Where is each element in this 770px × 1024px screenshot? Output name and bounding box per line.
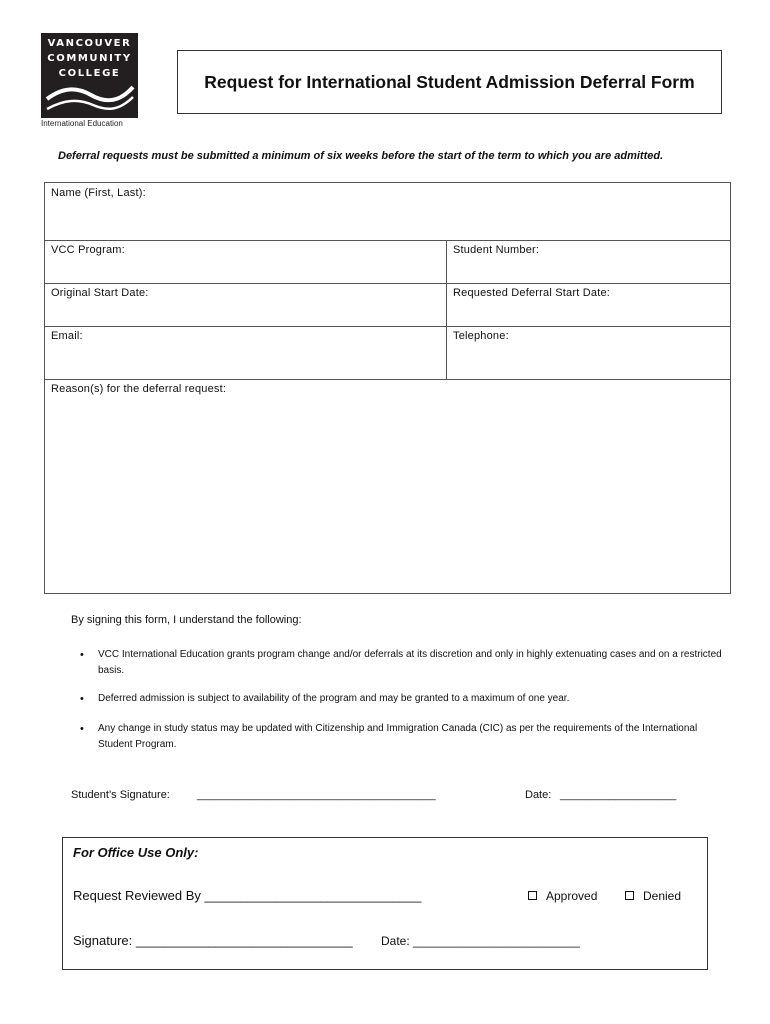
signature-date-label: Date: — [525, 789, 552, 801]
college-logo — [41, 33, 138, 118]
office-signature-field[interactable]: Signature: ______________________________ — [73, 933, 353, 948]
row-divider — [45, 283, 730, 284]
program-field[interactable]: VCC Program: — [51, 244, 125, 256]
logo-line-vancouver: VANCOUVER — [47, 38, 132, 49]
office-use-box — [62, 837, 708, 970]
name-field[interactable]: Name (First, Last): — [51, 187, 146, 199]
terms-bullet — [80, 691, 723, 707]
telephone-field[interactable]: Telephone: — [453, 330, 509, 342]
original-start-date-field[interactable]: Original Start Date: — [51, 287, 149, 299]
column-divider — [446, 240, 447, 379]
bullet-icon: • — [80, 649, 84, 661]
bullet-icon: • — [80, 723, 84, 735]
denied-label: Denied — [643, 889, 682, 903]
reviewed-by-field[interactable]: Request Reviewed By ______________________________ — [73, 888, 422, 903]
student-number-field[interactable]: Student Number: — [453, 244, 540, 256]
denied-checkbox[interactable] — [625, 891, 634, 900]
approved-checkbox[interactable] — [528, 891, 537, 900]
student-signature-line[interactable]: _______________________________________ — [197, 789, 436, 801]
row-divider — [45, 240, 730, 241]
terms-bullet — [80, 721, 723, 753]
logo-line-community: COMMUNITY — [47, 53, 132, 64]
signature-date-line[interactable]: ___________________ — [560, 789, 677, 801]
deferral-notice: Deferral requests must be submitted a minimum of six weeks before the start of the term to which you are admitted. — [58, 150, 664, 162]
requested-start-date-field[interactable]: Requested Deferral Start Date: — [453, 287, 611, 299]
terms-bullet-text: Deferred admission is subject to availability of the program and may be granted to a maximum of one year. — [98, 693, 570, 704]
terms-bullet-text: VCC International Education grants program change and/or deferrals at its discretion and only in highly extenuating cases and on a restricted basis. — [98, 649, 722, 676]
row-divider — [45, 326, 730, 327]
office-use-heading: For Office Use Only: — [73, 845, 199, 860]
office-date-field[interactable]: Date: _________________________ — [381, 934, 580, 948]
form-title-text: Request for International Student Admission Deferral Form — [204, 71, 695, 92]
logo-line-college: COLLEGE — [58, 68, 121, 79]
bullet-icon: • — [80, 693, 84, 705]
form-title — [177, 50, 722, 114]
terms-bullet — [80, 647, 723, 679]
deferral-form — [44, 182, 731, 594]
student-signature-label: Student’s Signature: — [71, 789, 170, 801]
terms-intro: By signing this form, I understand the following: — [71, 614, 302, 626]
reason-field[interactable]: Reason(s) for the deferral request: — [51, 383, 227, 395]
row-divider — [45, 379, 730, 380]
logo-subtitle: International Education — [41, 119, 123, 128]
approved-label: Approved — [546, 889, 598, 903]
terms-bullet-text: Any change in study status may be updated with Citizenship and Immigration Canada (CIC) as per the requirements of the International Student Program. — [98, 723, 698, 750]
email-field[interactable]: Email: — [51, 330, 83, 342]
